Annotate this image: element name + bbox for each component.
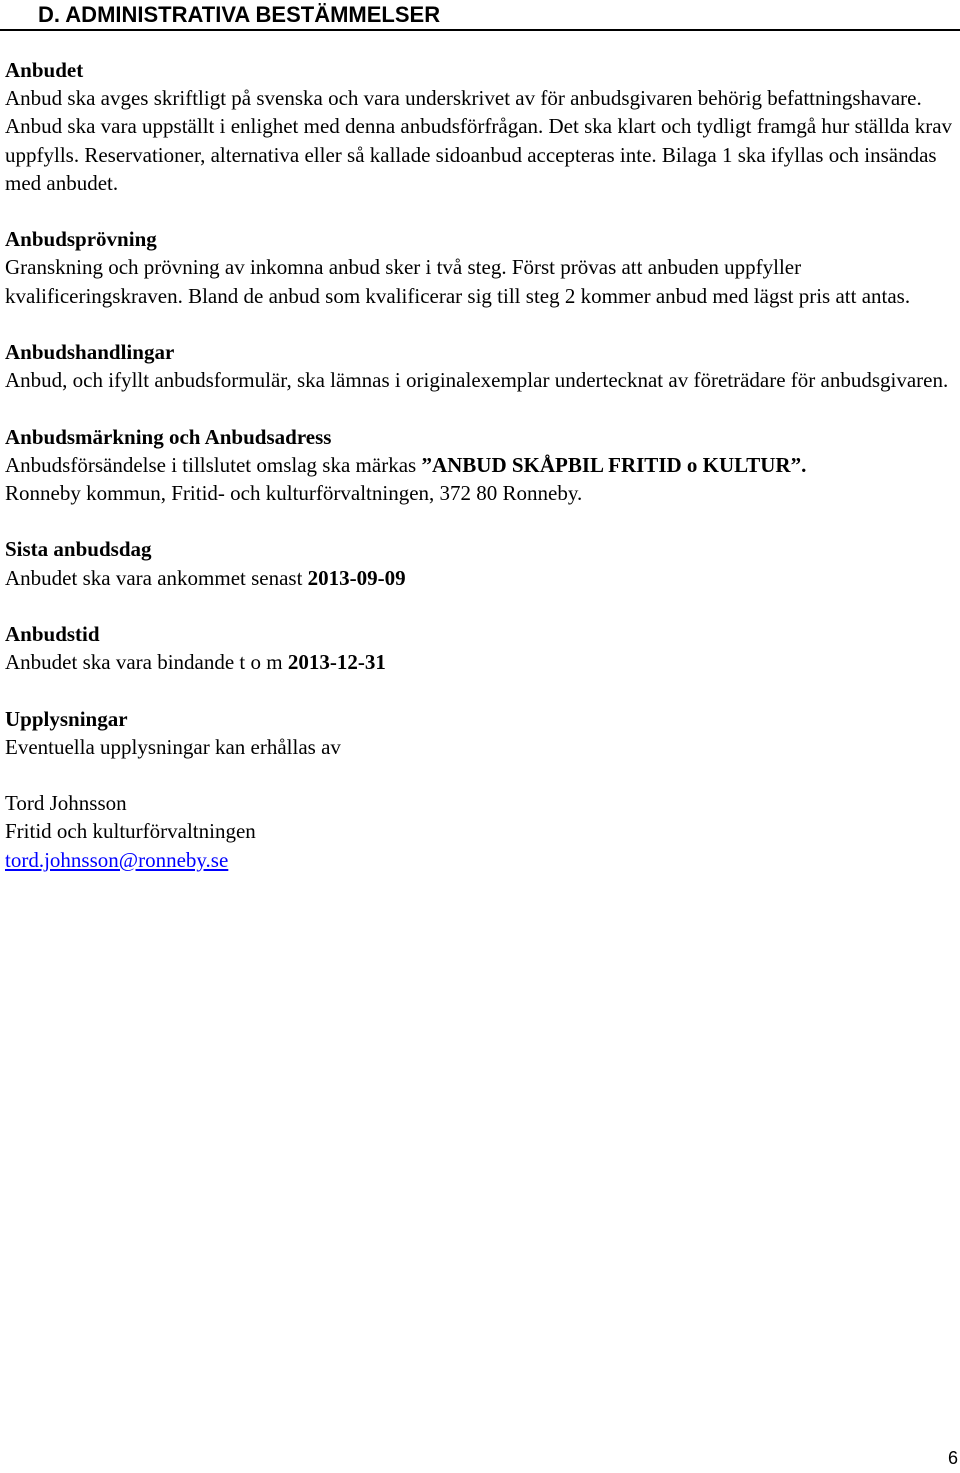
section-anbudet <box>5 56 955 197</box>
heading-underline <box>0 29 960 31</box>
section-text-anbudsprovning: Granskning och prövning av inkomna anbud sker i två steg. Först prövas att anbuden uppfyller kvalificeringskraven. Bland de anbud som kvalificerar sig till steg 2 kommer anbud med lägst pris att antas. <box>5 255 911 308</box>
marking-label: ”ANBUD SKÅPBIL FRITID o KULTUR”. <box>421 452 807 477</box>
section-title-anbudstid: Anbudstid <box>5 621 100 646</box>
section-text-sista-anbudsdag <box>5 564 955 592</box>
section-text-anbudstid <box>5 648 955 676</box>
deadline-date: 2013-09-09 <box>307 565 406 590</box>
section-text-upplysningar: Eventuella upplysningar kan erhållas av <box>5 734 341 759</box>
section-text-anbudsmarkning <box>5 451 955 479</box>
contact-email-link[interactable]: tord.johnsson@ronneby.se <box>5 847 229 872</box>
section-title-anbudsmarkning: Anbudsmärkning och Anbudsadress <box>5 424 332 449</box>
validity-text: Anbudet ska vara bindande t o m <box>5 650 288 675</box>
section-text-anbudet: Anbud ska avges skriftligt på svenska och vara underskrivet av för anbudsgivaren behörig befattningshavare. Anbud ska vara uppställt i enlighet med denna anbudsförfrågan. Det ska klart och tydligt framgå hur ställda krav uppfylls. Reservationer, alternativa eller så kallade sidoanbud accepteras inte. Bilaga 1 ska ifyllas och insändas med anbudet. <box>5 86 953 195</box>
section-anbudshandlingar <box>5 338 955 394</box>
section-title-anbudet: Anbudet <box>5 58 84 82</box>
contact-block <box>5 789 955 874</box>
section-title-upplysningar: Upplysningar <box>5 706 128 731</box>
section-anbudsmarkning <box>5 423 955 508</box>
section-title-anbudshandlingar: Anbudshandlingar <box>5 340 175 364</box>
deadline-text: Anbudet ska vara ankommet senast <box>5 565 308 590</box>
validity-date: 2013-12-31 <box>287 650 386 675</box>
section-text-anbudshandlingar: Anbud, och ifyllt anbudsformulär, ska lämnas i originalexemplar undertecknat av företrädare för anbudsgivaren. <box>5 368 949 393</box>
page-number: 6 <box>947 1448 958 1468</box>
section-title-sista-anbudsdag: Sista anbudsdag <box>5 537 152 562</box>
contact-department: Fritid och kulturförvaltningen <box>5 819 256 844</box>
marking-instruction: Anbudsförsändelse i tillslutet omslag ska märkas <box>5 452 422 477</box>
section-anbudsprovning <box>5 225 955 310</box>
section-anbudstid <box>5 620 955 676</box>
document-body <box>5 56 955 874</box>
section-title-anbudsprovning: Anbudsprövning <box>5 227 157 252</box>
delivery-address: Ronneby kommun, Fritid- och kulturförvaltningen, 372 80 Ronneby. <box>5 481 583 505</box>
contact-name: Tord Johnsson <box>5 791 127 816</box>
section-upplysningar <box>5 705 955 761</box>
section-heading: D. ADMINISTRATIVA BESTÄMMELSER <box>38 2 441 27</box>
section-sista-anbudsdag <box>5 535 955 591</box>
